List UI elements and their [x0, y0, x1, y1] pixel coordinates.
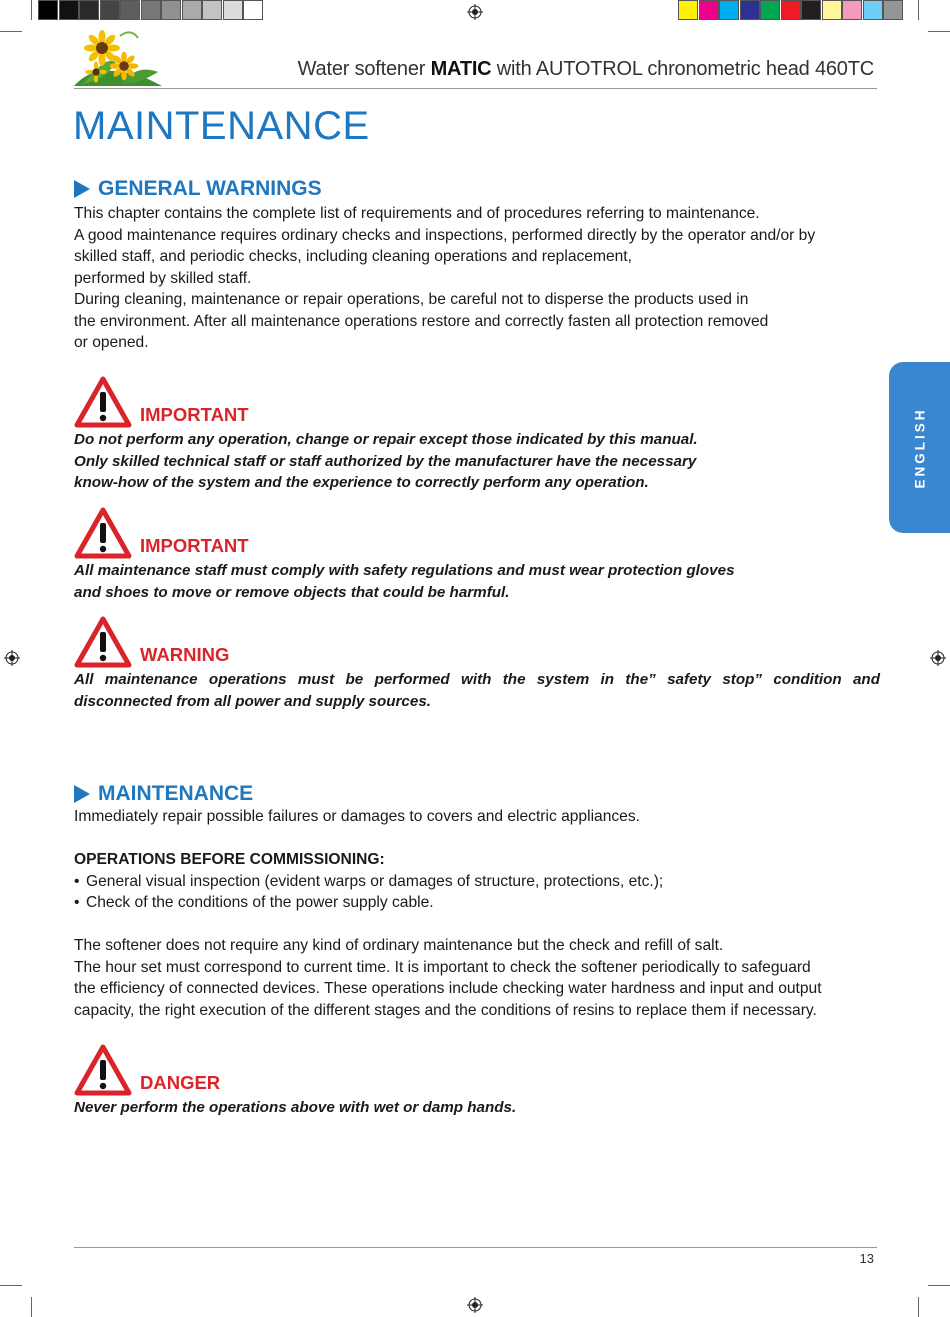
document-header-title: Water softener MATIC with AUTOTROL chronometric head 460TC [297, 58, 874, 80]
warning-notice [74, 612, 880, 712]
section-title-maintenance: MAINTENANCE [74, 782, 253, 806]
warning-triangle-icon [74, 616, 132, 668]
crop-mark [0, 31, 22, 32]
notice-label: DANGER [140, 1072, 221, 1093]
notice-label: IMPORTANT [140, 404, 249, 425]
registration-mark-icon [930, 650, 946, 666]
process-color-bar [678, 0, 904, 22]
danger-notice [74, 1040, 880, 1119]
header-divider [74, 88, 877, 89]
important-notice [74, 503, 880, 603]
section-arrow-icon [74, 785, 90, 803]
page-title: MAINTENANCE [73, 104, 370, 148]
sunflower-logo-icon [72, 26, 164, 90]
notice-label: IMPORTANT [140, 535, 249, 556]
registration-mark-icon [467, 4, 483, 20]
crop-mark [0, 1285, 22, 1286]
language-tab [889, 362, 950, 533]
list-item: • General visual inspection (evident warps or damages of structure, protections, etc.); [74, 871, 884, 893]
registration-mark-icon [4, 650, 20, 666]
product-name: MATIC [430, 58, 492, 80]
registration-mark-icon [467, 1297, 483, 1313]
notice-label: WARNING [140, 644, 230, 665]
section-title-general-warnings: GENERAL WARNINGS [74, 177, 322, 201]
language-tab-label: ENGLISH [912, 406, 927, 489]
page-number: 13 [859, 1251, 874, 1266]
crop-mark [928, 31, 950, 32]
notice-text: Do not perform any operation, change or repair except those indicated by this manual. Only skilled technical staff or staff authorized by the manufacturer have the necessary know-how of the system and the experience to correctly perform any operation. [74, 431, 698, 491]
operations-list [74, 871, 884, 914]
section-arrow-icon [74, 180, 90, 198]
warning-triangle-icon [74, 507, 132, 559]
notice-text: Never perform the operations above with wet or damp hands. [74, 1099, 517, 1116]
maintenance-text: Immediately repair possible failures or damages to covers and electric appliances. OPERATIONS BEFORE COMMISSIONING: • General visual inspection (evident warps or damages of structure, protections, etc.); • Check of the conditions of the power supply cable. The softener does not require any kind of ordinary maintenance but the check and refill of salt. The hour set must correspond to current time. It is important to check the softener periodically to safeguard the efficiency of connected devices. These operations include checking water hardness and input and output capacity, the right execution of the different stages and the conditions of resins to replace them if necessary. [74, 806, 884, 1021]
crop-mark [918, 0, 919, 20]
grayscale-color-bar [38, 0, 264, 22]
warning-triangle-icon [74, 376, 132, 428]
crop-mark [918, 1297, 919, 1317]
operations-title: OPERATIONS BEFORE COMMISSIONING: [74, 851, 385, 868]
footer-divider [74, 1247, 877, 1248]
crop-mark [31, 1297, 32, 1317]
warning-triangle-icon [74, 1044, 132, 1096]
general-warnings-text: This chapter contains the complete list of requirements and of procedures referring to maintenance. A good maintenance requires ordinary checks and inspections, performed directly by the operator and/or by skilled staff, and periodic checks, including cleaning operations and replacement, performed by skilled staff. During cleaning, maintenance or repair operations, be careful not to disperse the products used in the environment. After all maintenance operations restore and correctly fasten all protection removed or opened. [74, 205, 816, 351]
crop-mark [31, 0, 32, 20]
notice-text: All maintenance operations must be performed with the system in the” safety stop” condition and disconnected from all power and supply sources. [74, 671, 880, 710]
important-notice [74, 372, 880, 494]
crop-mark [928, 1285, 950, 1286]
list-item: • Check of the conditions of the power supply cable. [74, 892, 884, 914]
maintenance-intro: Immediately repair possible failures or damages to covers and electric appliances. [74, 808, 640, 825]
notice-text: All maintenance staff must comply with safety regulations and must wear protection gloves and shoes to move or remove objects that could be harmful. [74, 562, 735, 601]
